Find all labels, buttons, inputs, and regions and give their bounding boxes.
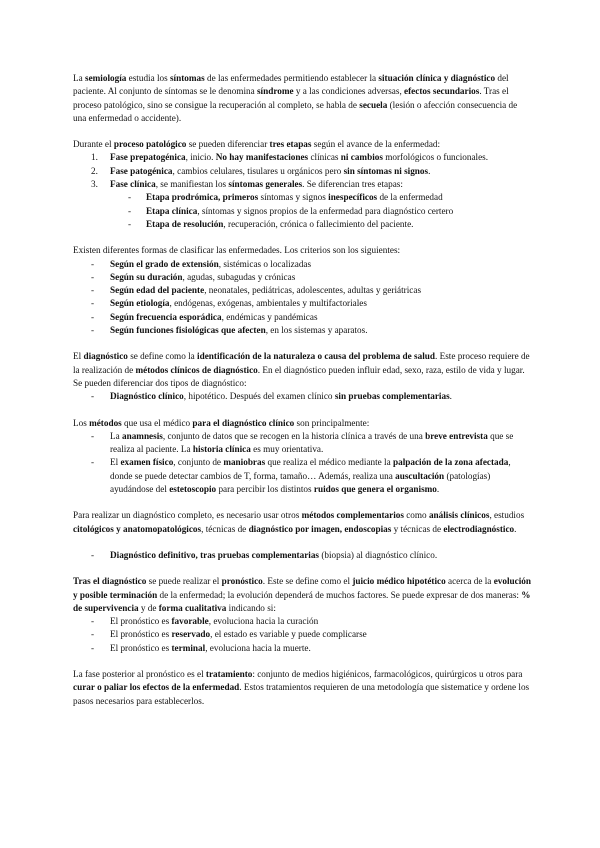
list-item: - Según etiología, endógenas, exógenas, ambientales y multifactoriales: [91, 298, 367, 309]
list-item: - El pronóstico es reservado, el estado es variable y puede complicarse: [91, 629, 367, 640]
document-body: [73, 72, 531, 708]
list-item: - Según frecuencia esporádica, endémicas y pandémicas: [91, 311, 318, 322]
diagnosis-types-list: [73, 390, 531, 403]
list-item: - El examen físico, conjunto de maniobras que realiza el médico mediante la palpación de la zona afectada, donde se puede detectar cambios de T, forma, tamaño… Además, realiza una auscultación (patologías) ayudándose del estetoscopio para percibir los distintos ruidos que genera el organismo.: [91, 457, 511, 495]
list-item: - El pronóstico es favorable, evoluciona hacia la curación: [91, 616, 319, 627]
list-item: - La anamnesis, conjunto de datos que se recogen en la historia clínica a través de una breve entrevista que se realiza al paciente. La historia clínica es muy orientativa.: [91, 430, 514, 455]
list-item: - Etapa clínica, síntomas y signos propios de la enfermedad para diagnóstico certero: [128, 205, 454, 216]
list-item: - Etapa de resolución, recuperación, crónica o fallecimiento del paciente.: [128, 218, 414, 229]
stages-list: [73, 191, 531, 231]
criteria-list: [73, 258, 531, 338]
list-item: - Según funciones fisiológicas que afecten, en los sistemas y aparatos.: [91, 325, 368, 336]
list-item: - Según su duración, agudas, subagudas y crónicas: [91, 271, 296, 282]
paragraph-metodos-complementarios: Para realizar un diagnóstico completo, es necesario usar otros métodos complementarios como análisis clínicos, estudios citológicos y anatomopatológicos, técnicas de diagnóstico por imagen, endoscopias y técnicas de electrodiagnóstico.: [73, 510, 525, 534]
list-item: - Diagnóstico clínico, hipotético. Después del examen clínico sin pruebas complementarias.: [91, 391, 452, 402]
paragraph-metodos: Los métodos que usa el médico para el diagnóstico clínico son principalmente:: [73, 417, 370, 428]
prognosis-list: [73, 615, 531, 655]
paragraph-tratamiento: La fase posterior al pronóstico es el tratamiento: conjunto de medios higiénicos, farmacológicos, quirúrgicos u otros para curar o paliar los efectos de la enfermedad. Estos tratamientos requieren de una metodología que sistematice y ordene los pasos necesarios para establecerlos.: [73, 668, 530, 706]
list-item: - Según edad del paciente, neonatales, pediátricas, adolescentes, adultas y geriátricas: [91, 285, 422, 296]
paragraph-diagnostico: El diagnóstico se define como la identificación de la naturaleza o causa del problema de salud. Este proceso requiere de la realización de métodos clínicos de diagnóstico. En el diagnóstico pueden influir edad, sexo, raza, estilo de vida y lugar. Se pueden diferenciar dos tipos de diagnóstico:: [73, 351, 530, 388]
list-item: 1. Fase prepatogénica, inicio. No hay manifestaciones clínicas ni cambios morfológicos o funcionales.: [91, 152, 489, 163]
paragraph-clasificacion: Existen diferentes formas de clasificar las enfermedades. Los criterios son los siguientes:: [73, 245, 401, 256]
list-item: - El pronóstico es terminal, evoluciona hacia la muerte.: [91, 642, 311, 653]
paragraph-pronostico: Tras el diagnóstico se puede realizar el pronóstico. Este se define como el juicio médico hipotético acerca de la evolución y posible terminación de la enfermedad; la evolución dependerá de muchos factores. Se puede expresar de dos maneras: % de supervivencia y de forma cualitativa indicando si:: [73, 576, 531, 613]
list-item: 2. Fase patogénica, cambios celulares, tisulares u orgánicos pero sin síntomas ni signos.: [91, 165, 431, 176]
phases-list: [73, 151, 531, 191]
paragraph-semiologia: La semiología estudia los síntomas de las enfermedades permitiendo establecer la situación clínica y diagnóstico del paciente. Al conjunto de síntomas se le denomina síndrome y a las condiciones adversas, efectos secundarios. Tras el proceso patológico, sino se consigue la recuperación al completo, se habla de secuela (lesión o afección consecuencia de una enfermedad o accidente).: [73, 73, 518, 123]
paragraph-proceso-patologico: Durante el proceso patológico se pueden diferenciar tres etapas según el avance de la enfermedad:: [73, 139, 441, 150]
list-item: 3. Fase clínica, se manifiestan los síntomas generales. Se diferencian tres etapas:: [91, 179, 403, 190]
methods-list: [73, 430, 531, 496]
list-item: - Según el grado de extensión, sistémicas o localizadas: [91, 258, 312, 269]
definitive-diagnosis-list: [73, 549, 531, 562]
list-item: - Diagnóstico definitivo, tras pruebas complementarias (biopsia) al diagnóstico clínico.: [91, 549, 438, 560]
list-item: - Etapa prodrómica, primeros síntomas y signos inespecíficos de la enfermedad: [128, 192, 443, 203]
